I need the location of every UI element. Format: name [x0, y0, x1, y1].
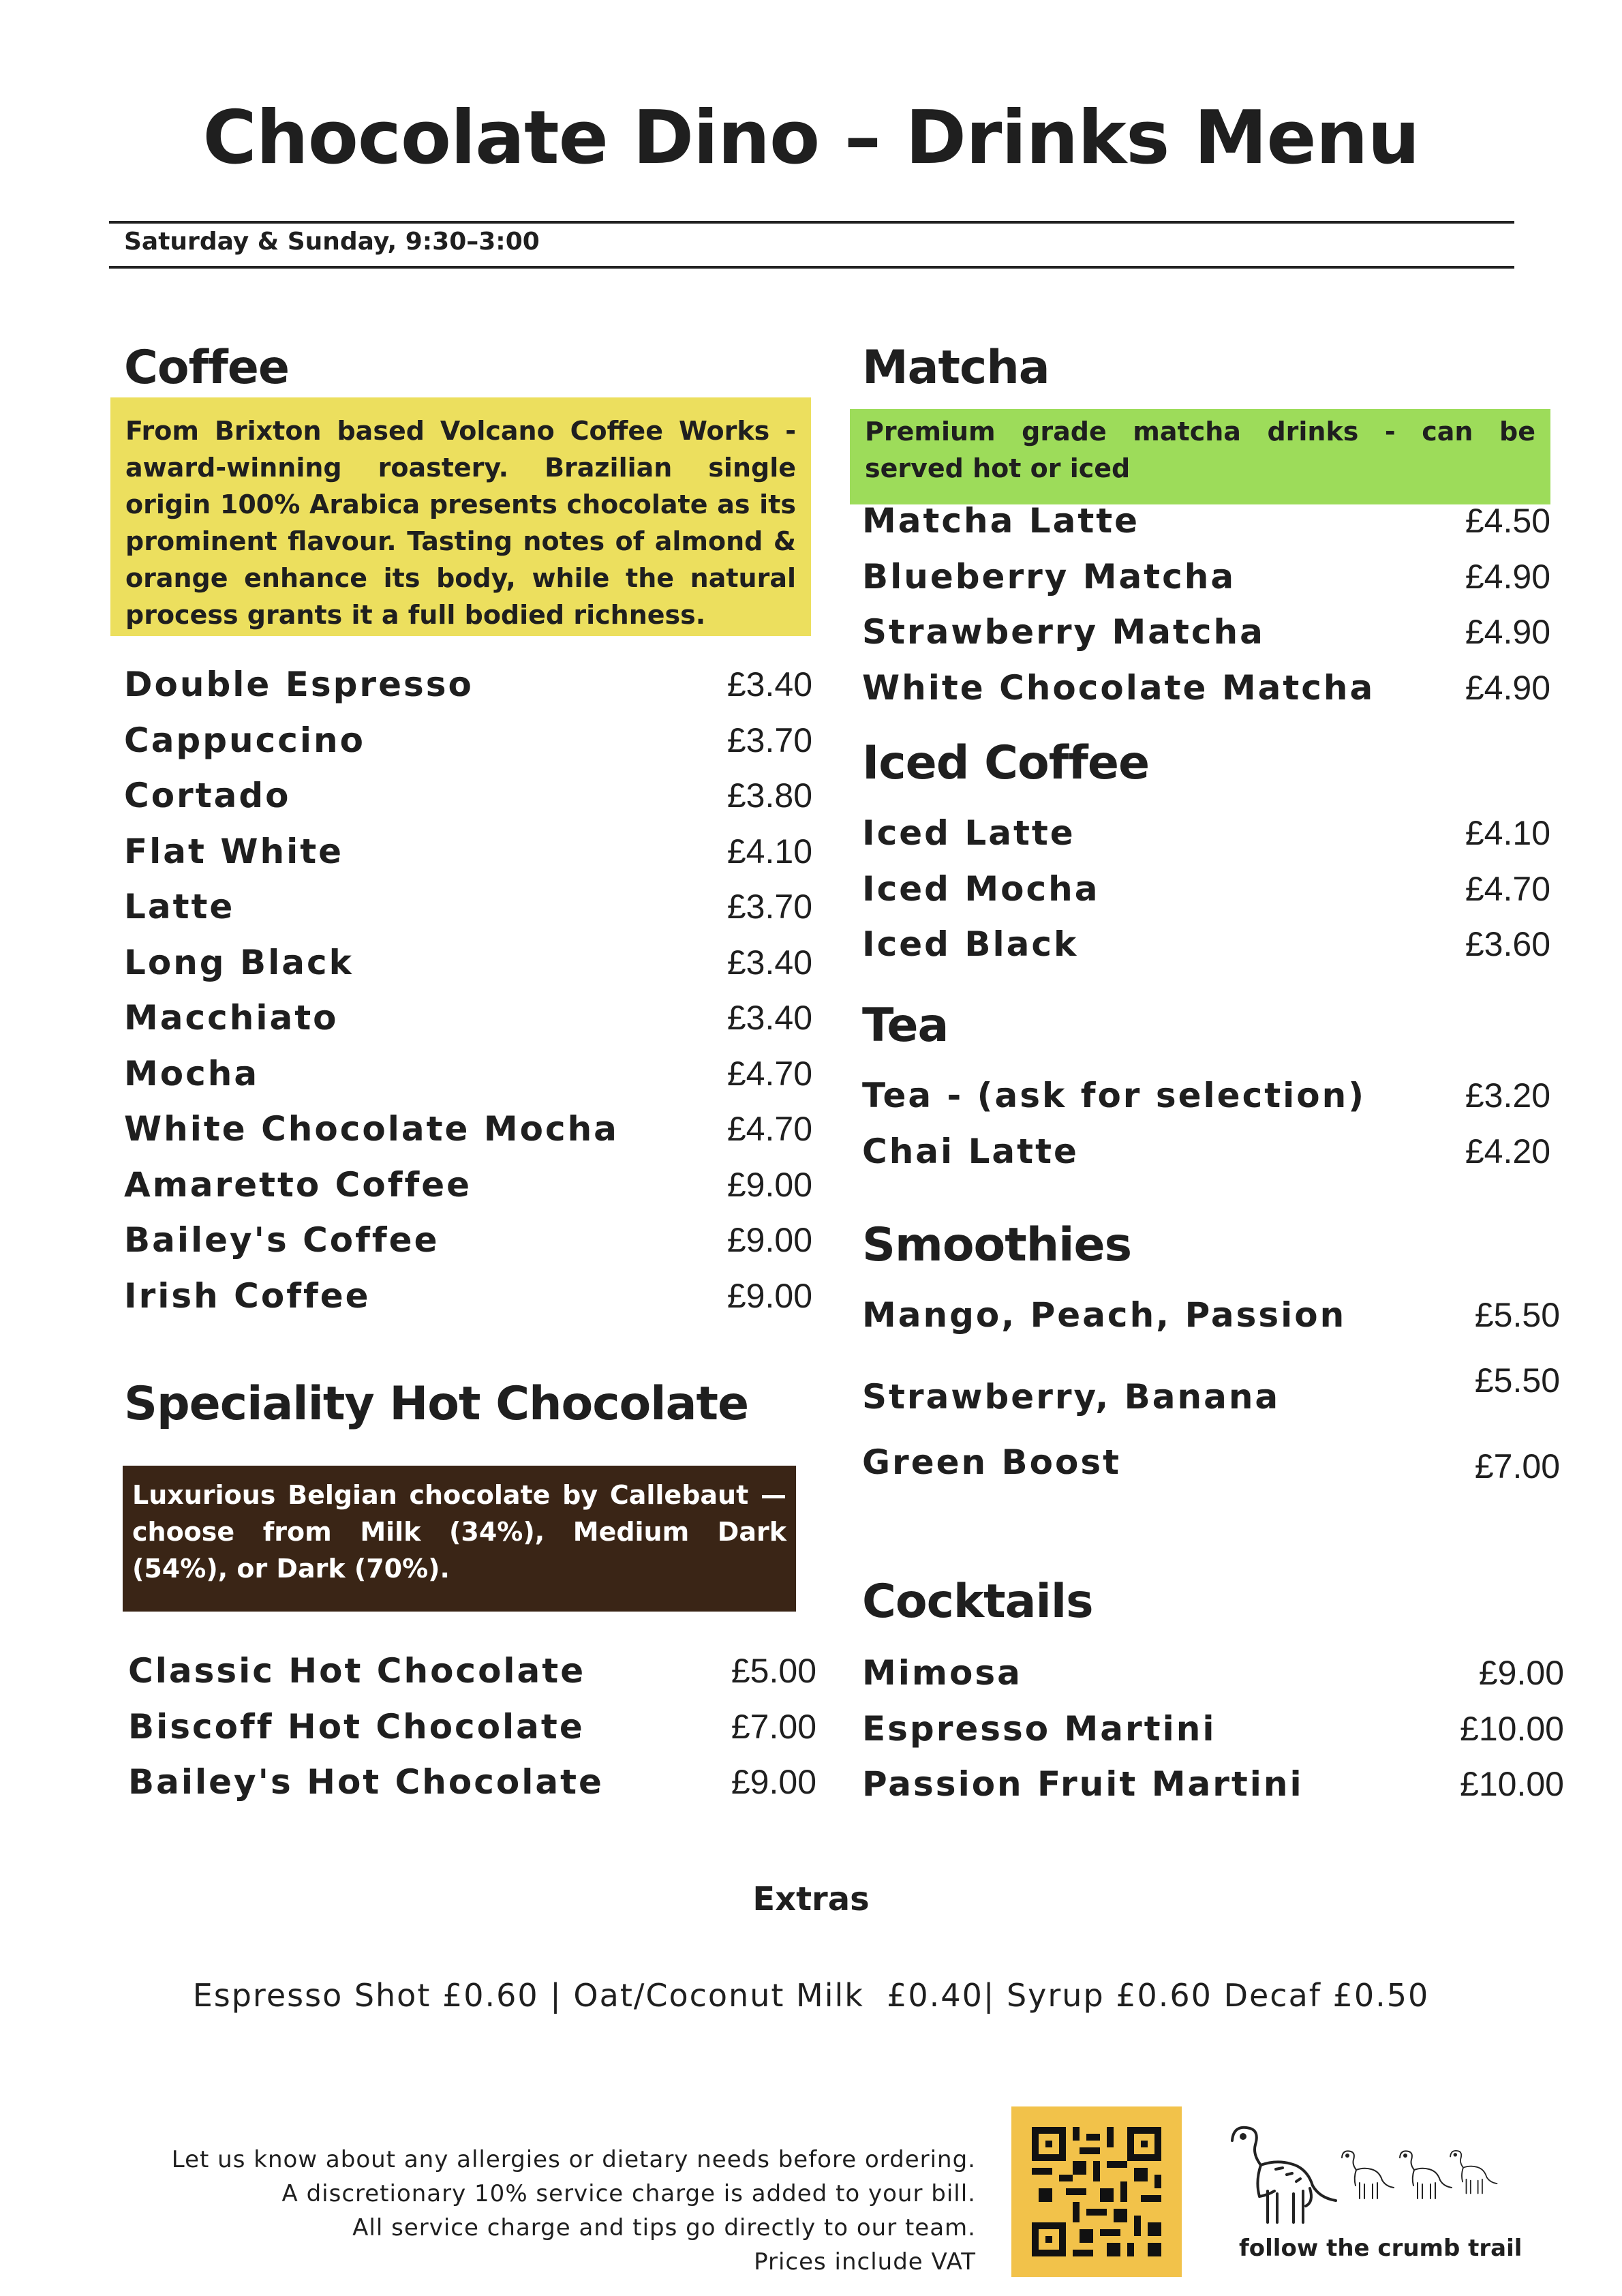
iced-coffee-row [862, 813, 1550, 869]
cocktail-item-price: £10.00 [1460, 1709, 1564, 1748]
matcha-item-price: £4.90 [1465, 613, 1550, 651]
hot-chocolate-item-price: £5.00 [731, 1652, 816, 1690]
matcha-item-name: Blueberry Matcha [862, 556, 1236, 596]
coffee-list [124, 665, 812, 1331]
qr-code-icon[interactable] [1011, 2106, 1182, 2277]
matcha-item-name: Strawberry Matcha [862, 612, 1265, 652]
iced-coffee-item-price: £4.70 [1465, 869, 1550, 908]
hot-chocolate-item-name: Bailey's Hot Chocolate [128, 1762, 604, 1802]
dinosaur-icon [1220, 2120, 1499, 2229]
iced-coffee-item-price: £4.10 [1465, 814, 1550, 852]
tea-row [862, 1076, 1550, 1132]
hot-chocolate-item-name: Biscoff Hot Chocolate [128, 1706, 585, 1747]
tea-item-name: Chai Latte [862, 1131, 1079, 1171]
coffee-row [124, 665, 812, 721]
footer-tips-note: All service charge and tips go directly to our team. [352, 2214, 976, 2241]
cocktail-row [862, 1653, 1564, 1709]
coffee-title: Coffee [124, 341, 290, 395]
page-title: Chocolate Dino – Drinks Menu [202, 95, 1420, 181]
matcha-item-price: £4.90 [1465, 668, 1550, 707]
extras-title: Extras [752, 1880, 870, 1918]
iced-coffee-item-price: £3.60 [1465, 925, 1550, 963]
tea-item-price: £3.20 [1465, 1076, 1550, 1115]
hot-chocolate-row [128, 1707, 816, 1763]
smoothie-item-price: £7.00 [1474, 1447, 1560, 1485]
coffee-item-price: £3.70 [726, 888, 812, 926]
iced-coffee-title: Iced Coffee [862, 736, 1150, 790]
smoothie-row [862, 1295, 1560, 1369]
cocktails-list [862, 1653, 1564, 1820]
footer-allergy-note: Let us know about any allergies or dietary needs before ordering. [171, 2146, 976, 2173]
coffee-item-price: £9.00 [726, 1276, 812, 1315]
cocktail-item-name: Mimosa [862, 1653, 1022, 1693]
iced-coffee-list [862, 813, 1550, 980]
cocktail-item-name: Passion Fruit Martini [862, 1764, 1304, 1804]
matcha-item-name: Matcha Latte [862, 501, 1140, 541]
coffee-item-name: Double Espresso [124, 665, 474, 704]
header-rule-top [109, 221, 1514, 224]
hot-chocolate-list [128, 1651, 816, 1818]
iced-coffee-item-name: Iced Black [862, 924, 1079, 964]
smoothie-row [862, 1442, 1560, 1516]
coffee-item-name: Cortado [124, 776, 291, 815]
coffee-item-name: Latte [124, 887, 235, 926]
hot-chocolate-description: Luxurious Belgian chocolate by Callebaut — choose from Milk (34%), Medium Dark (54%), or Dark (70%). [123, 1466, 796, 1612]
cocktail-row [862, 1709, 1564, 1765]
coffee-item-name: White Chocolate Mocha [124, 1109, 619, 1149]
coffee-item-price: £3.80 [726, 776, 812, 815]
hot-chocolate-item-price: £7.00 [731, 1707, 816, 1746]
iced-coffee-row [862, 869, 1550, 925]
coffee-item-price: £3.70 [726, 721, 812, 759]
matcha-item-price: £4.90 [1465, 557, 1550, 596]
cocktail-item-name: Espresso Martini [862, 1708, 1216, 1749]
footer-service-charge: A discretionary 10% service charge is added to your bill. [281, 2180, 976, 2207]
smoothie-item-price: £5.50 [1474, 1296, 1560, 1334]
coffee-item-price: £4.70 [726, 1110, 812, 1148]
hot-chocolate-row [128, 1762, 816, 1818]
coffee-item-name: Irish Coffee [124, 1275, 371, 1316]
crumb-trail-tagline: follow the crumb trail [1239, 2235, 1522, 2262]
matcha-title: Matcha [862, 341, 1050, 395]
coffee-item-price: £3.40 [726, 999, 812, 1037]
coffee-row [124, 1165, 812, 1221]
iced-coffee-row [862, 924, 1550, 980]
smoothies-list [862, 1295, 1560, 1516]
coffee-row [124, 998, 812, 1054]
smoothie-row [862, 1361, 1560, 1442]
smoothie-item-name: Mango, Peach, Passion [862, 1295, 1347, 1335]
cocktail-row [862, 1764, 1564, 1820]
coffee-item-price: £9.00 [726, 1221, 812, 1259]
coffee-item-price: £4.10 [726, 832, 812, 871]
coffee-row [124, 887, 812, 943]
hot-chocolate-item-price: £9.00 [731, 1763, 816, 1801]
coffee-row [124, 721, 812, 776]
matcha-row [862, 668, 1550, 724]
tea-item-name: Tea - (ask for selection) [862, 1076, 1366, 1115]
matcha-item-name: White Chocolate Matcha [862, 667, 1375, 708]
coffee-item-price: £3.40 [726, 943, 812, 982]
matcha-row [862, 501, 1550, 557]
header-rule-bottom [109, 266, 1514, 269]
hot-chocolate-row [128, 1651, 816, 1707]
cocktail-item-price: £10.00 [1460, 1765, 1564, 1803]
cocktail-item-price: £9.00 [1478, 1654, 1564, 1692]
coffee-item-name: Mocha [124, 1053, 260, 1093]
matcha-list [862, 501, 1550, 723]
tea-title: Tea [862, 999, 949, 1053]
opening-hours: Saturday & Sunday, 9:30–3:00 [124, 228, 540, 256]
coffee-description: From Brixton based Volcano Coffee Works - award-winning roastery. Brazilian single origin 100% Arabica presents chocolate as its prominent flavour. Tasting notes of almond & orange enhance its body, while the natural process grants it a full bodied richness. [110, 397, 811, 636]
tea-list [862, 1076, 1550, 1187]
matcha-row [862, 557, 1550, 613]
smoothies-title: Smoothies [862, 1218, 1132, 1272]
coffee-row [124, 1109, 812, 1165]
coffee-item-name: Long Black [124, 942, 354, 982]
iced-coffee-item-name: Iced Latte [862, 813, 1075, 853]
coffee-item-price: £9.00 [726, 1165, 812, 1204]
cocktails-title: Cocktails [862, 1575, 1093, 1629]
hot-chocolate-title: Speciality Hot Chocolate [124, 1377, 749, 1431]
tea-item-price: £4.20 [1465, 1132, 1550, 1170]
coffee-item-name: Amaretto Coffee [124, 1164, 472, 1205]
matcha-item-price: £4.50 [1465, 502, 1550, 540]
coffee-item-name: Bailey's Coffee [124, 1220, 440, 1260]
coffee-row [124, 1220, 812, 1276]
coffee-item-price: £4.70 [726, 1054, 812, 1093]
extras-text: Espresso Shot £0.60 | Oat/Coconut Milk £0.40| Syrup £0.60 Decaf £0.50 [192, 1977, 1430, 2014]
matcha-row [862, 612, 1550, 668]
smoothie-item-price: £5.50 [1474, 1361, 1560, 1400]
coffee-row [124, 776, 812, 832]
smoothie-item-name: Strawberry, Banana [862, 1377, 1281, 1417]
coffee-row [124, 1276, 812, 1332]
coffee-item-name: Flat White [124, 831, 344, 871]
coffee-item-name: Macchiato [124, 998, 339, 1038]
smoothie-item-name: Green Boost [862, 1442, 1121, 1482]
iced-coffee-item-name: Iced Mocha [862, 868, 1100, 909]
coffee-item-name: Cappuccino [124, 720, 365, 760]
coffee-row [124, 1054, 812, 1110]
coffee-row [124, 943, 812, 999]
coffee-item-price: £3.40 [726, 665, 812, 704]
tea-row [862, 1132, 1550, 1188]
matcha-description: Premium grade matcha drinks - can be served hot or iced [850, 409, 1550, 504]
footer-vat-note: Prices include VAT [754, 2248, 976, 2276]
coffee-row [124, 832, 812, 888]
hot-chocolate-item-name: Classic Hot Chocolate [128, 1651, 586, 1691]
